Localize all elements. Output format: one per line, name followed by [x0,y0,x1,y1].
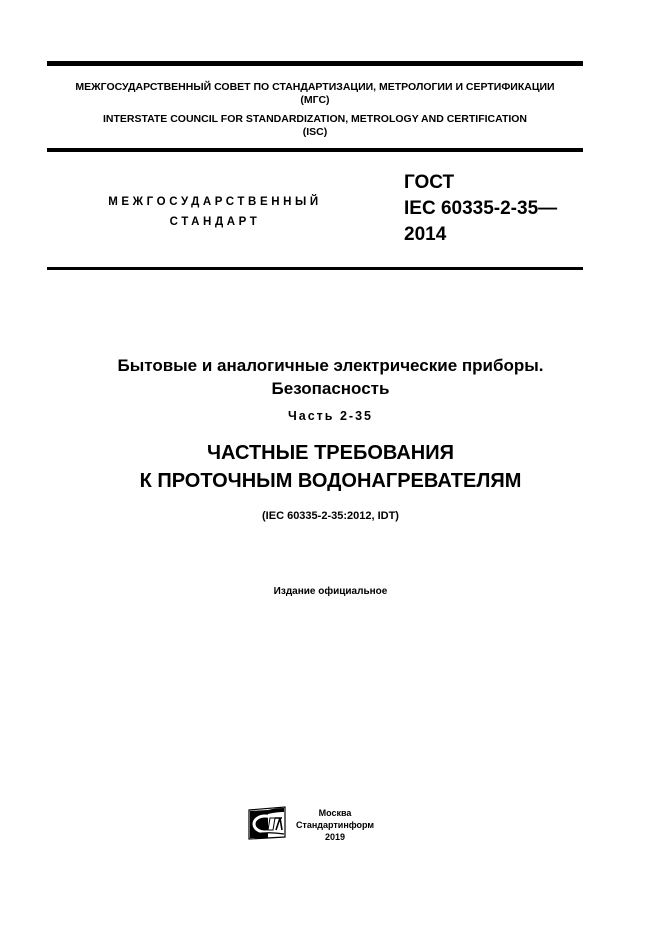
standard-type [60,192,370,232]
council-abbr-en: (ISC) [302,126,328,138]
document-title-line2: Безопасность [271,379,390,398]
document-subtitle-line1: ЧАСТНЫЕ ТРЕБОВАНИЯ [207,442,454,464]
bottom-divider [47,267,583,270]
publication-year: 2019 [324,832,346,842]
document-title [20,354,641,400]
top-divider [47,61,583,66]
council-name-en [47,113,583,139]
document-subtitle-line2: К ПРОТОЧНЫМ ВОДОНАГРЕВАТЕЛЯМ [139,470,522,492]
standard-code [404,170,557,248]
standard-type-line2: СТАНДАРТ [169,216,261,228]
standard-type-line1: МЕЖГОСУДАРСТВЕННЫЙ [108,196,322,208]
standartinform-logo-icon [248,806,286,840]
iec-reference: (IEC 60335-2-35:2012, IDT) [262,510,399,522]
council-name-en-text: INTERSTATE COUNCIL FOR STANDARDIZATION, METROLOGY AND CERTIFICATION [102,113,528,125]
standard-code-year: 2014 [404,224,447,245]
council-name-ru-text: МЕЖГОСУДАРСТВЕННЫЙ СОВЕТ ПО СТАНДАРТИЗАЦИИ, МЕТРОЛОГИИ И СЕРТИФИКАЦИИ [75,81,555,93]
standard-code-prefix: ГОСТ [404,172,455,193]
standard-code-number: IEC 60335-2-35— [404,198,558,219]
part-label: Часть 2-35 [288,409,373,423]
middle-divider [47,148,583,152]
publisher-name: Стандартинформ [295,820,375,830]
publisher-city: Москва [318,808,352,818]
document-title-line1: Бытовые и аналогичные электрические приборы. [117,356,544,375]
council-abbr-ru: (МГС) [300,94,330,106]
publisher-info [295,807,375,843]
edition-label: Издание официальное [273,586,388,597]
document-subtitle [0,439,661,495]
council-name-ru [47,81,583,107]
